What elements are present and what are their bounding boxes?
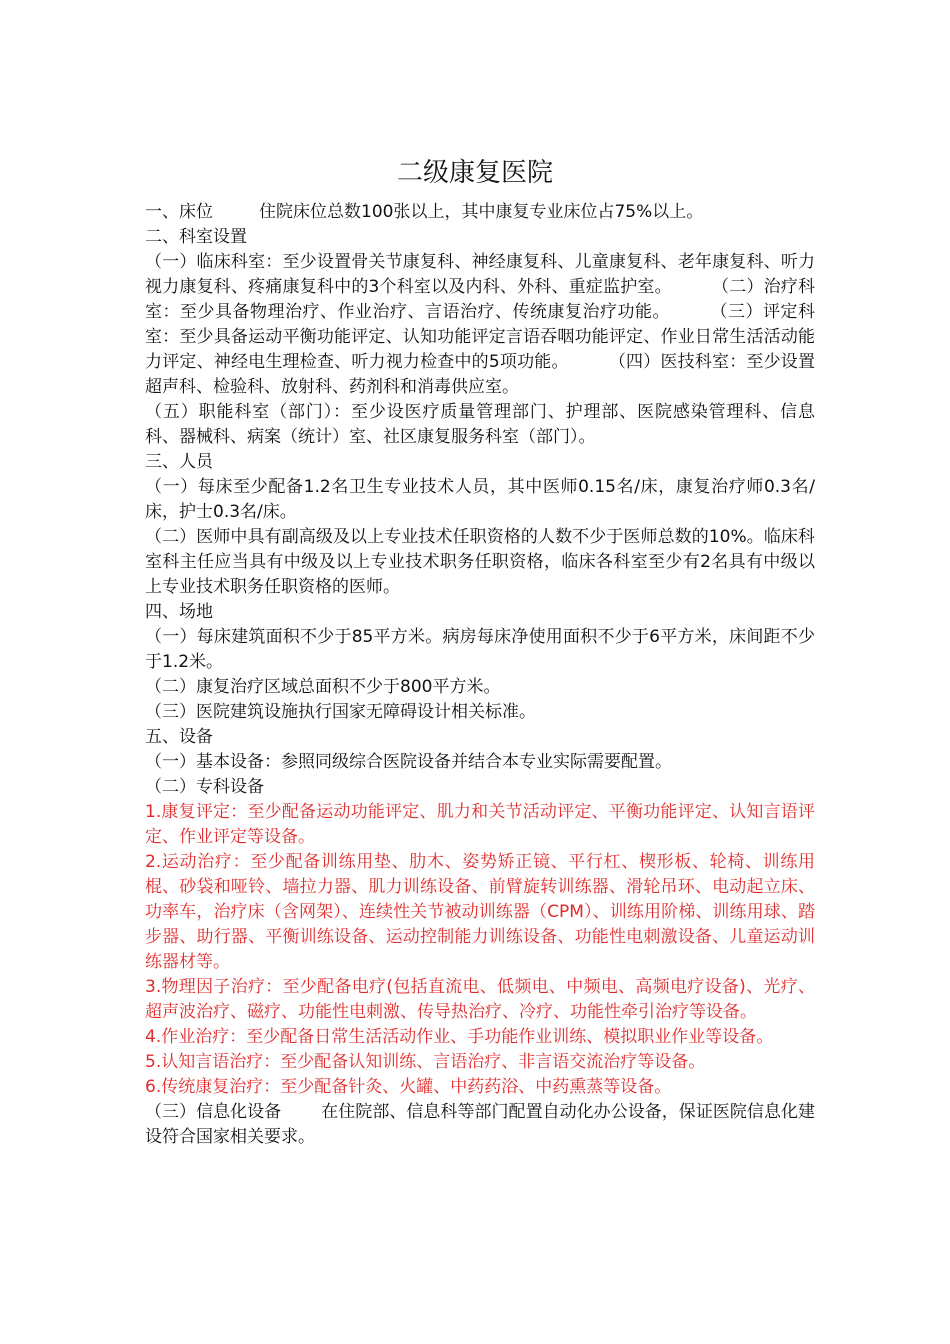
paragraph: （三）医院建筑设施执行国家无障碍设计相关标准。: [145, 702, 536, 722]
document-title: 二级康复医院: [396, 158, 553, 188]
equipment-item: 1.康复评定：至少配备运动功能评定、肌力和关节活动评定、平衡功能评定、认知言语评定、作业评定等设备。: [145, 802, 815, 847]
section-heading: 五、设备: [145, 727, 213, 747]
paragraph: [145, 1100, 815, 1150]
paragraph-text: （四）医技科室：至少设置超声科、检验科、放射科、药剂科和消毒供应室。: [145, 352, 815, 397]
equipment-item: 4.作业治疗：至少配备日常生活活动作业、手功能作业训练、模拟职业作业等设备。: [145, 1027, 774, 1047]
paragraph: （二）医师中具有副高级及以上专业技术任职资格的人数不少于医师总数的10%。临床科室科主任应当具有中级及以上专业技术职务任职资格，临床各科室至少有2名具有中级以上专业技术职务任职资格的医师。: [145, 527, 815, 597]
paragraph-text: （三）评定科室：至少具备运动平衡功能评定、认知功能评定言语吞咽功能评定、作业日常生活活动能力评定、神经电生理检查、听力视力检查中的5项功能。: [145, 302, 815, 372]
paragraph: （二）康复治疗区域总面积不少于800平方米。: [145, 677, 501, 697]
paragraph: （一）每床至少配备1.2名卫生专业技术人员，其中医师0.15名/床，康复治疗师0.3名/床，护士0.3名/床。: [145, 477, 815, 522]
paragraph: [145, 250, 815, 400]
paragraph-text: （二）治疗科室：至少具备物理治疗、作业治疗、言语治疗、传统康复治疗功能。: [145, 277, 815, 322]
paragraph-text: 在住院部、信息科等部门配置自动化办公设备，保证医院信息化建设符合国家相关要求。: [145, 1102, 816, 1147]
section-beds: [145, 200, 815, 225]
paragraph: （二）专科设备: [145, 777, 264, 797]
paragraph: （一）每床建筑面积不少于85平方米。病房每床净使用面积不少于6平方米，床间距不少于1.2米。: [145, 627, 815, 672]
section-heading: 三、人员: [145, 452, 213, 472]
equipment-item: 6.传统康复治疗：至少配备针灸、火罐、中药药浴、中药熏蒸等设备。: [145, 1077, 672, 1097]
section-text: 住院床位总数100张以上，其中康复专业床位占75%以上。: [259, 202, 704, 222]
section-heading: 一、床位: [145, 202, 213, 222]
paragraph-text: （一）临床科室：至少设置骨关节康复科、神经康复科、儿童康复科、老年康复科、听力视力康复科、疼痛康复科中的3个科室以及内科、外科、重症监护室。: [145, 252, 815, 297]
paragraph: （五）职能科室（部门）：至少设医疗质量管理部门、护理部、医院感染管理科、信息科、器械科、病案（统计）室、社区康复服务科室（部门）。: [145, 402, 815, 447]
equipment-item: 5.认知言语治疗：至少配备认知训练、言语治疗、非言语交流治疗等设备。: [145, 1052, 706, 1072]
paragraph: （一）基本设备：参照同级综合医院设备并结合本专业实际需要配置。: [145, 752, 672, 772]
paragraph-label: （三）信息化设备: [145, 1102, 282, 1122]
document-body: [145, 200, 815, 1150]
section-heading: 二、科室设置: [145, 227, 247, 247]
equipment-item: 2.运动治疗：至少配备训练用垫、肋木、姿势矫正镜、平行杠、楔形板、轮椅、训练用棍、砂袋和哑铃、墙拉力器、肌力训练设备、前臂旋转训练器、滑轮吊环、电动起立床、功率车，治疗床（含网架）、连续性关节被动训练器（CPM）、训练用阶梯、训练用球、踏步器、助行器、平衡训练设备、运动控制能力训练设备、功能性电刺激设备、儿童运动训练器材等。: [145, 852, 815, 972]
section-heading: 四、场地: [145, 602, 213, 622]
equipment-item: 3.物理因子治疗：至少配备电疗(包括直流电、低频电、中频电、高频电疗设备)、光疗、超声波治疗、磁疗、功能性电刺激、传导热治疗、冷疗、功能性牵引治疗等设备。: [145, 977, 815, 1022]
